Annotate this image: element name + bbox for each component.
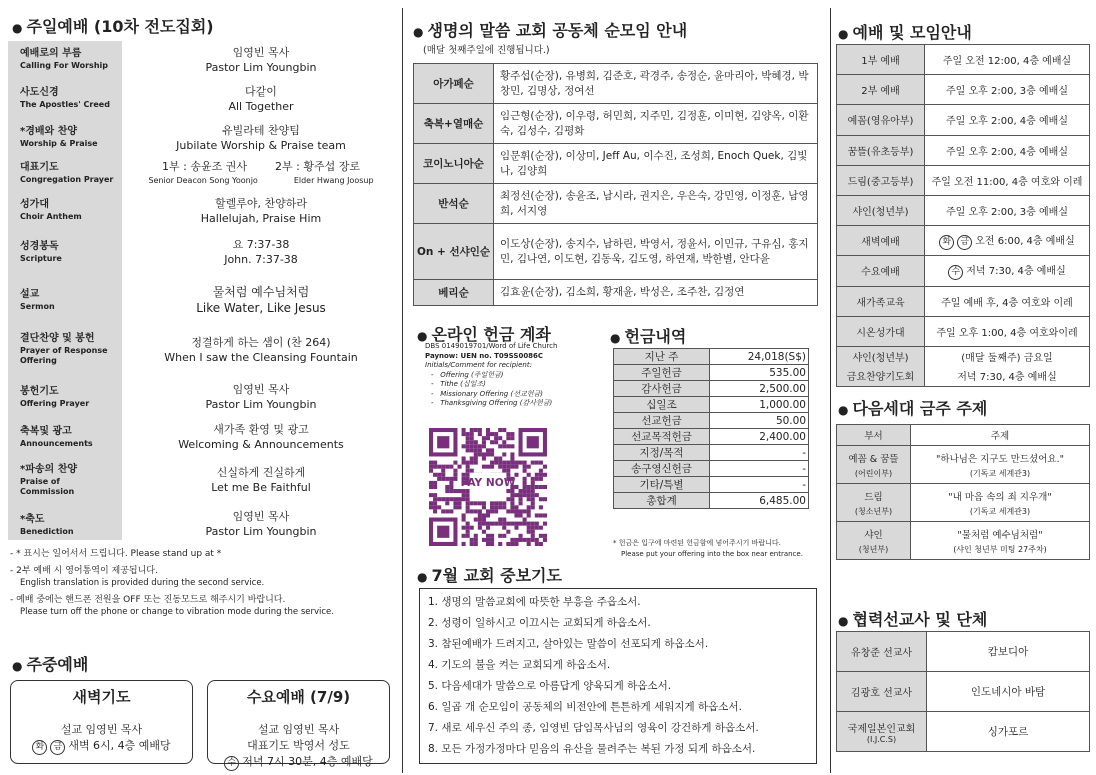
table-row: 십일조 1,000.00 xyxy=(614,397,809,413)
table-row: 예꼼 & 꿈뜰 (어린이부) "하나님은 지구도 만드셨어요." (기독교 세계관3) xyxy=(837,446,1090,484)
table-row: 샤인 (청년부) "물처럼 예수님처럼" (샤인 청년부 미팅 27주차) xyxy=(837,522,1090,560)
table-row: 선교헌금 50.00 xyxy=(614,413,809,429)
table-row: 수요예배 수 저녁 7:30, 4층 예배실 xyxy=(837,256,1090,286)
table-row: 새가족교육 주일 예배 후, 4층 여호와 이레 xyxy=(837,286,1090,316)
worship-item: 축복및 광고 Announcements 새가족 환영 및 광고 Welcoming & Announcements xyxy=(8,416,400,456)
nextgen-table xyxy=(836,424,1090,560)
list-item: 2. 성령이 일하시고 이끄시는 교회되게 하옵소서. xyxy=(428,617,651,629)
midweek-title: ● 주중예배 xyxy=(12,655,89,674)
paynow-logo-text: PAY NOW xyxy=(460,476,516,489)
worship-column xyxy=(0,0,400,775)
table-row: 새벽예배 화 금 오전 6:00, 4층 예배실 xyxy=(837,226,1090,256)
worship-item: 사도신경 The Apostles' Creed 다같이 All Together xyxy=(8,80,400,119)
worship-notes: - * 표시는 일어서서 드립니다. Please stand up at * - 2부 예배 시 영어통역이 제공됩니다. English translation is provided during the second service. - 예배 중에는 핸드폰 전원을 OFF 또는 진동모드로 해주시기 바랍니다. Please turn off the phone or change to vibration mode during the service. xyxy=(10,549,334,617)
table-row: 지난 주 24,018(S$) xyxy=(614,349,809,365)
worship-item: 예배로의 부름 Calling For Worship 임영빈 목사 Pastor Lim Youngbin xyxy=(8,41,400,80)
worship-item: 성경봉독 Scripture 요 7:37-38 John. 7:37-38 xyxy=(8,230,400,278)
giving-table xyxy=(613,348,809,509)
worship-item: *파송의 찬양 Praise of Commission 신실하게 진실하게 Let me Be Faithful xyxy=(8,456,400,504)
worship-item: *경배와 찬양 Worship & Praise 유빌라테 찬양팀 Jubilate Worship & Praise team xyxy=(8,119,400,155)
worship-item: 대표기도 Congregation Prayer 1부 : 송윤조 권사 2부 : 황주섭 장로 Senior Deacon Song Yoonjo Elder Hwang Joosup xyxy=(8,155,400,192)
list-item: 5. 다음세대가 말씀으로 아름답게 양육되게 하옵소서. xyxy=(428,680,672,692)
table-row: 꿈뜰(유초등부) 주일 오후 2:00, 4층 예배실 xyxy=(837,135,1090,165)
paynow-qr-code[interactable] xyxy=(429,426,547,548)
cells-subtitle: (매달 첫째주일에 진행됩니다.) xyxy=(423,45,550,56)
mission-table xyxy=(836,631,1090,752)
worship-item: *축도 Benediction 임영빈 목사 Pastor Lim Youngbin xyxy=(8,504,400,540)
table-row: 총합계 6,485.00 xyxy=(614,493,809,509)
table-row: 드림 (청소년부) "내 마음 속의 죄 지우개" (기독교 세계관3) xyxy=(837,484,1090,522)
list-item: 6. 일곱 개 순모임이 공동체의 비전안에 튼튼하게 세워지게 하옵소서. xyxy=(428,701,742,713)
table-row: 2부 예배 주일 오후 2:00, 3층 예배실 xyxy=(837,75,1090,105)
table-row: 지정/목적 - xyxy=(614,445,809,461)
column-divider xyxy=(402,8,403,773)
table-row: On + 선샤인순 이도상(순장), 송지수, 남하린, 박영서, 정윤서, 이민규, 구유심, 홍지민, 김나연, 이도현, 김동욱, 김도영, 하연재, 박한별, 안다윤 xyxy=(414,224,818,280)
dawn-prayer-box: 새벽기도 설교 임영빈 목사 화 금 새벽 6시, 4층 예배당 xyxy=(10,680,193,764)
table-row: 샤인(청년부) 금요찬양기도회 (매달 둘째주) 금요일 저녁 7:30, 4층 예배실 xyxy=(837,346,1090,386)
table-row: 시온성가대 주일 오후 1:00, 4층 여호와이레 xyxy=(837,316,1090,346)
worship-item: 성가대 Choir Anthem 할렐루야, 찬양하라 Hallelujah, Praise Him xyxy=(8,192,400,230)
list-item: 4. 기도의 불을 켜는 교회되게 하옵소서. xyxy=(428,659,611,671)
table-row: 반석순 최정선(순장), 송윤조, 남시라, 권지은, 우은숙, 강민영, 이정훈, 남영희, 서지영 xyxy=(414,184,818,224)
wednesday-service-box: 수요예배 (7/9) 설교 임영빈 목사 대표기도 박영서 성도 수 저녁 7시 30분, 4층 예배당 xyxy=(207,680,390,764)
list-item: 1. 생명의 말씀교회에 따뜻한 부흥을 주옵소서. xyxy=(428,596,641,608)
online-offering-info: DBS 0149019701/Word of Life Church Paynow: UEN no. T09SS0086C Initials/Comment for recipient: - Offering (주일헌금) - Tithe (십일조) - Missionary Offering (선교헌금) - Thanksgiving Offering (감사헌금) xyxy=(425,342,558,407)
prayer-list xyxy=(419,588,817,764)
list-item: 7. 새로 세우신 주의 종, 임영빈 담임목사님의 영육이 강건하게 하옵소서. xyxy=(428,722,759,734)
table-row: 드림(중고등부) 주일 오전 11:00, 4층 여호와 이레 xyxy=(837,165,1090,195)
community-column xyxy=(405,0,827,775)
cells-table xyxy=(413,63,818,306)
table-row: 예꼼(영유아부) 주일 오후 2:00, 4층 예배실 xyxy=(837,105,1090,135)
worship-title: ● 주일예배 (10차 전도집회) xyxy=(12,17,214,36)
table-row: 코이노니아순 임문휘(순장), 이상미, Jeff Au, 이수진, 조성희, Enoch Quek, 김빛나, 김양희 xyxy=(414,144,818,184)
giving-note: * 헌금은 입구에 마련된 헌금함에 넣어주시기 바랍니다. Please put your offering into the box near entrance. xyxy=(613,539,803,558)
nextgen-title: ● 다음세대 금주 주제 xyxy=(838,399,988,418)
worship-item: 봉헌기도 Offering Prayer 임영빈 목사 Pastor Lim Youngbin xyxy=(8,376,400,416)
cells-title: ● 생명의 말씀 교회 공동체 순모임 안내 xyxy=(413,21,688,40)
table-row: 송구영신헌금 - xyxy=(614,461,809,477)
prayer-title: ● 7월 교회 중보기도 xyxy=(417,566,562,585)
worship-item: 설교 Sermon 물처럼 예수님처럼 Like Water, Like Jesus xyxy=(8,278,400,324)
online-offering-title: ● 온라인 헌금 계좌 xyxy=(417,325,551,344)
table-row: 부서 주제 xyxy=(837,425,1090,446)
table-row: 베리순 김효윤(순장), 김소희, 황재윤, 박성은, 조주찬, 김정연 xyxy=(414,280,818,306)
giving-title: ● 헌금내역 xyxy=(610,327,687,346)
worship-item: 결단찬양 및 봉헌 Prayer of Response Offering 정결하게 하는 샘이 (찬 264) When I saw the Cleansing Fountain xyxy=(8,324,400,376)
info-title: ● 예배 및 모임안내 xyxy=(838,23,972,42)
list-item: 3. 참된예배가 드려지고, 살아있는 말씀이 선포되게 하옵소서. xyxy=(428,638,709,650)
list-item: 8. 모든 가정가정마다 믿음의 유산을 물려주는 복된 가정 되게 하옵소서. xyxy=(428,743,756,755)
table-row: 감사헌금 2,500.00 xyxy=(614,381,809,397)
table-row: 주일헌금 535.00 xyxy=(614,365,809,381)
schedule-table xyxy=(836,44,1090,387)
table-row: 기타/특별 - xyxy=(614,477,809,493)
table-row: 김광호 선교사 인도네시아 바탐 xyxy=(837,672,1090,712)
table-row: 선교목적헌금 2,400.00 xyxy=(614,429,809,445)
info-column xyxy=(834,0,1096,775)
mission-title: ● 협력선교사 및 단체 xyxy=(838,610,988,629)
table-row: 1부 예배 주일 오전 12:00, 4층 예배실 xyxy=(837,45,1090,75)
table-row: 샤인(청년부) 주일 오후 2:00, 3층 예배실 xyxy=(837,195,1090,225)
table-row: 아가페순 황주섭(순장), 유병희, 김준호, 곽경주, 송정순, 윤마리아, 박혜경, 박창민, 김명상, 정여선 xyxy=(414,64,818,104)
table-row: 유창준 선교사 캄보디아 xyxy=(837,632,1090,672)
table-row: 국제일본인교회 (I.J.C.S) 싱가포르 xyxy=(837,712,1090,752)
column-divider xyxy=(830,8,831,773)
table-row: 축복+열매순 임근형(순장), 이우령, 허민희, 지주민, 김정훈, 이미현, 김양옥, 이환숙, 김성수, 김평화 xyxy=(414,104,818,144)
